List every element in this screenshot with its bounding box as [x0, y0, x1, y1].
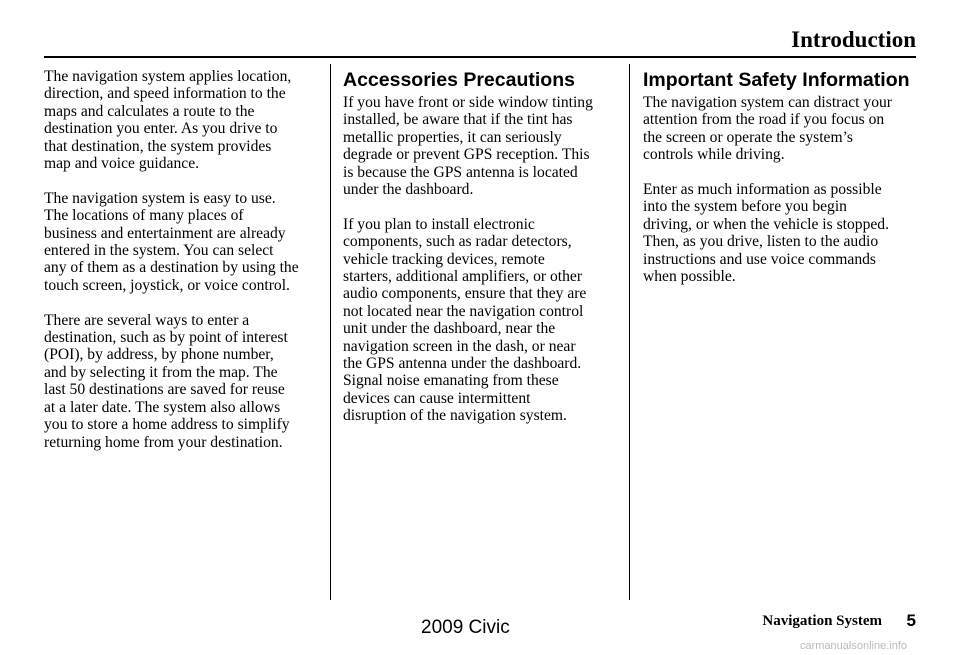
intro-paragraph-1: The navigation system applies location, direction, and speed information to the maps and calculates a route to the destination you enter. As you drive to that destination, the system provides map and voice guidance.	[44, 68, 292, 173]
footer-model: 2009 Civic	[421, 617, 510, 638]
accessories-paragraph-1: If you have front or side window tinting installed, be aware that if the tint has metallic properties, it can seriously degrade or prevent GPS reception. This is because the GPS antenna is located under the dashboard.	[343, 94, 593, 199]
column-divider-2	[629, 64, 630, 600]
safety-paragraph-1: The navigation system can distract your attention from the road if you focus on the screen or operate the system’s controls while driving.	[643, 94, 892, 164]
column-divider-1	[330, 64, 331, 600]
accessories-paragraph-2: If you plan to install electronic components, such as radar detectors, vehicle tracking devices, remote starters, additional amplifiers, or other audio components, ensure that they are not located near the navigation control unit under the dashboard, near the navigation screen in the dash, or near the GPS antenna under the dashboard. Signal noise emanating from these devices can cause intermittent disruption of the navigation system.	[343, 215, 587, 425]
column-accessories	[343, 68, 617, 442]
safety-heading: Important Safety Information	[643, 69, 910, 91]
intro-paragraph-3: There are several ways to enter a destination, such as by point of interest (POI), by address, by phone number, and by selecting it from the map. The last 50 destinations are saved for reuse at a later date. The system also allows you to store a home address to simplify returning home from your destination.	[44, 311, 290, 451]
safety-paragraph-2: Enter as much information as possible into the system before you begin driving, or when the vehicle is stopped. Then, as you drive, listen to the audio instructions and use voice commands when possible.	[643, 181, 889, 286]
footer-page-number: 5	[906, 611, 916, 630]
header-rule	[44, 56, 916, 58]
watermark: carmanualsonline.info	[800, 640, 908, 652]
column-safety	[643, 68, 921, 303]
column-intro	[44, 68, 318, 468]
accessories-heading: Accessories Precautions	[343, 69, 575, 91]
footer-section-label: Navigation System	[762, 613, 882, 629]
page-header-title: Introduction	[791, 27, 916, 52]
intro-paragraph-2: The navigation system is easy to use. The locations of many places of business and entertainment are already entered in the system. You can select any of them as a destination by using the touch screen, joystick, or voice control.	[44, 189, 299, 294]
